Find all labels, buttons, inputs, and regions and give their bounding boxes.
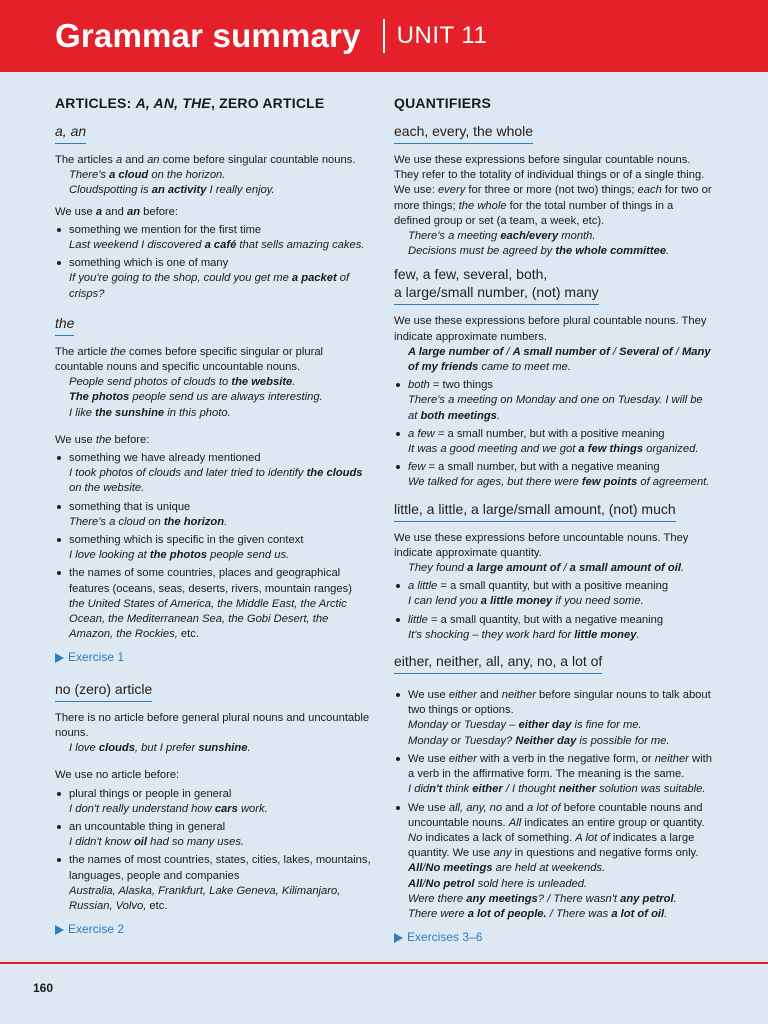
- the-examples: [55, 375, 373, 421]
- example-sentence: There's a cloud on the horizon.: [69, 169, 226, 182]
- bullet-item: an uncountable thing in general I didn't know oil had so many uses.: [55, 820, 373, 850]
- zero-article-use-intro: We use no article before:: [55, 769, 180, 782]
- bullet-item: few = a small number, but with a negative meaning We talked for ages, but there were few points of agreement.: [394, 460, 712, 490]
- few-intro: We use these expressions before plural countable nouns. They indicate approximate numbers.: [394, 315, 707, 343]
- example-sentence: People send photos of clouds to the website.: [69, 376, 296, 389]
- bullet-item: plural things or people in general I don't really understand how cars work.: [55, 787, 373, 817]
- example-sentence: Last weekend I discovered a café that sells amazing cakes.: [69, 239, 365, 252]
- bullet-item: something which is one of many If you're going to the shop, could you get me a packet of crisps?: [55, 256, 373, 302]
- bullet-item: We use either and neither before singular nouns to talk about two things or options. Monday or Tuesday – either day is fine for me. Monday or Tuesday? Neither day is possible for me.: [394, 688, 712, 749]
- zero-article-heading: no (zero) article: [55, 680, 152, 702]
- exercise-1-link[interactable]: Exercise 1: [55, 650, 373, 665]
- bullet-item: something we have already mentioned I took photos of clouds and later tried to identify the clouds on the website.: [55, 451, 373, 497]
- exercises-3-6-link[interactable]: Exercises 3–6: [394, 930, 712, 945]
- example-sentence: All/No petrol sold here is unleaded.: [408, 877, 588, 890]
- example-sentence: Monday or Tuesday? Neither day is possible for me.: [408, 734, 670, 747]
- a-an-bullets: [55, 223, 373, 302]
- example-sentence: I love clouds, but I prefer sunshine.: [69, 742, 251, 755]
- example-sentence: They found a large amount of / a small amount of oil.: [408, 562, 685, 575]
- the-bullets: [55, 451, 373, 642]
- bullet-item: a little = a small quantity, but with a positive meaning I can lend you a little money if you need some.: [394, 579, 712, 609]
- page-title: Grammar summary: [55, 17, 361, 54]
- example-sentence: I don't really understand how cars work.: [69, 802, 268, 815]
- few-bullets: [394, 378, 712, 490]
- bullet-item: little = a small quantity, but with a negative meaning It's shocking – they work hard for little money.: [394, 613, 712, 643]
- bullet-item: We use all, any, no and a lot of before countable nouns and uncountable nouns. All indicates an entire group or quantity. No indicates a lack of something. A lot of indicates a large quantity. We use any in questions and negative forms only. All/No meetings are held at weekends. All/No petrol sold here is unleaded. Were there any meetings? / There wasn't any petrol. There were a lot of people. / There was a lot of oil.: [394, 801, 712, 923]
- example-sentence: There's a meeting on Monday and one on Tuesday. I will be at both meetings.: [408, 394, 703, 422]
- example-sentence: There's a cloud on the horizon.: [69, 515, 228, 528]
- arrow-right-icon: [394, 933, 403, 943]
- example-sentence: A large number of / A small number of / Several of / Many of my friends came to meet me.: [408, 345, 711, 374]
- exercise-2-link[interactable]: Exercise 2: [55, 922, 373, 937]
- example-sentence: Australia, Alaska, Frankfurt, Lake Geneva, Kilimanjaro, Russian, Volvo, etc.: [69, 884, 341, 912]
- bullet-item: something we mention for the first time Last weekend I discovered a café that sells amazing cakes.: [55, 223, 373, 253]
- example-sentence: I like the sunshine in this photo.: [69, 406, 231, 419]
- articles-section-title: ARTICLES: A, AN, THE, ZERO ARTICLE: [55, 95, 325, 111]
- bullet-item: something which is specific in the given context I love looking at the photos people send us.: [55, 533, 373, 563]
- each-every-examples: [394, 229, 712, 259]
- bullet-item: We use either with a verb in the negative form, or neither with a verb in the affirmative form. The meaning is the same. I didn't think either / I thought neither solution was suitable.: [394, 752, 712, 798]
- bullet-item: the names of most countries, states, cities, lakes, mountains, languages, people and companies Australia, Alaska, Frankfurt, Lake Geneva, Kilimanjaro, Russian, Volvo, etc.: [55, 853, 373, 914]
- page-number: 160: [33, 981, 54, 995]
- footer-divider: [0, 962, 768, 964]
- little-heading: little, a little, a large/small amount, (not) much: [394, 500, 676, 522]
- example-sentence: the United States of America, the Middle East, the Arctic Ocean, the Mediterranean Sea, the Gobi Desert, the Amazon, the Rockies, etc.: [69, 597, 347, 641]
- zero-article-examples: [55, 741, 373, 756]
- a-an-examples: [55, 168, 373, 198]
- example-sentence: If you're going to the shop, could you get me a packet of crisps?: [69, 272, 350, 300]
- quantifiers-column: [394, 94, 712, 959]
- example-sentence: I love looking at the photos people send us.: [69, 549, 290, 562]
- each-every-heading: each, every, the whole: [394, 122, 533, 144]
- little-intro: We use these expressions before uncountable nouns. They indicate approximate quantity.: [394, 531, 689, 559]
- example-sentence: I took photos of clouds and later tried to identify the clouds on the website.: [69, 467, 363, 495]
- example-sentence: I didn't think either / I thought neither solution was suitable.: [408, 783, 706, 796]
- unit-label: UNIT 11: [396, 22, 488, 49]
- example-sentence: I didn't know oil had so many uses.: [69, 836, 245, 849]
- example-sentence: There were a lot of people. / There was a lot of oil.: [408, 907, 668, 920]
- example-sentence: Decisions must be agreed by the whole committee.: [408, 245, 670, 258]
- example-sentence: Cloudspotting is an activity I really enjoy.: [69, 184, 275, 197]
- example-sentence: Were there any meetings? / There wasn't any petrol.: [408, 892, 677, 905]
- arrow-right-icon: [55, 653, 64, 663]
- bullet-item: a few = a small number, but with a positive meaning It was a good meeting and we got a few things organized.: [394, 427, 712, 457]
- arrow-right-icon: [55, 925, 64, 935]
- page-header: [0, 0, 768, 72]
- quantifiers-section-title: QUANTIFIERS: [394, 95, 492, 111]
- example-sentence: All/No meetings are held at weekends.: [408, 862, 606, 875]
- example-sentence: It was a good meeting and we got a few things organized.: [408, 443, 699, 456]
- bullet-item: something that is unique There's a cloud on the horizon.: [55, 500, 373, 530]
- a-an-heading: a, an: [55, 122, 86, 144]
- either-neither-heading: either, neither, all, any, no, a lot of: [394, 652, 602, 674]
- the-intro: The article the comes before specific singular or plural countable nouns and specific uncountable nouns.: [55, 345, 324, 374]
- example-sentence: There's a meeting each/every month.: [408, 230, 596, 243]
- bullet-item: the names of some countries, places and geographical features (oceans, seas, deserts, rivers, mountain ranges) the United States of America, the Middle East, the Arctic Ocean, the Mediterranean Sea, the Gobi Desert, the Amazon, the Rockies, etc.: [55, 566, 373, 642]
- example-sentence: I can lend you a little money if you need some.: [408, 595, 644, 608]
- example-sentence: We talked for ages, but there were few points of agreement.: [408, 476, 710, 489]
- example-sentence: It's shocking – they work hard for little money.: [408, 628, 640, 641]
- few-examples: [394, 345, 712, 375]
- the-heading: the: [55, 314, 74, 336]
- few-heading: few, a few, several, both, a large/small number, (not) many: [394, 265, 599, 305]
- bullet-item: both = two things There's a meeting on Monday and one on Tuesday. I will be at both meetings.: [394, 378, 712, 424]
- either-neither-bullets: [394, 688, 712, 922]
- title-separator: [383, 19, 385, 53]
- little-bullets: [394, 579, 712, 643]
- example-sentence: The photos people send us are always interesting.: [69, 391, 323, 404]
- articles-column: [55, 94, 373, 951]
- the-use-intro: We use the before:: [55, 433, 150, 446]
- zero-article-intro: There is no article before general plural nouns and uncountable nouns.: [55, 711, 370, 739]
- a-an-intro: The articles a and an come before singular countable nouns.: [55, 154, 356, 166]
- zero-article-bullets: [55, 787, 373, 915]
- a-an-use-intro: We use a and an before:: [55, 205, 178, 218]
- each-every-intro: We use these expressions before singular countable nouns. They refer to the totality of individual things or of a single thing. We use: every for three or more (not two) things; each for two or more things; the whole for the total number of things in a defined group or set (a team, a week, etc).: [394, 154, 712, 227]
- little-examples: [394, 561, 712, 576]
- example-sentence: Monday or Tuesday – either day is fine for me.: [408, 719, 642, 732]
